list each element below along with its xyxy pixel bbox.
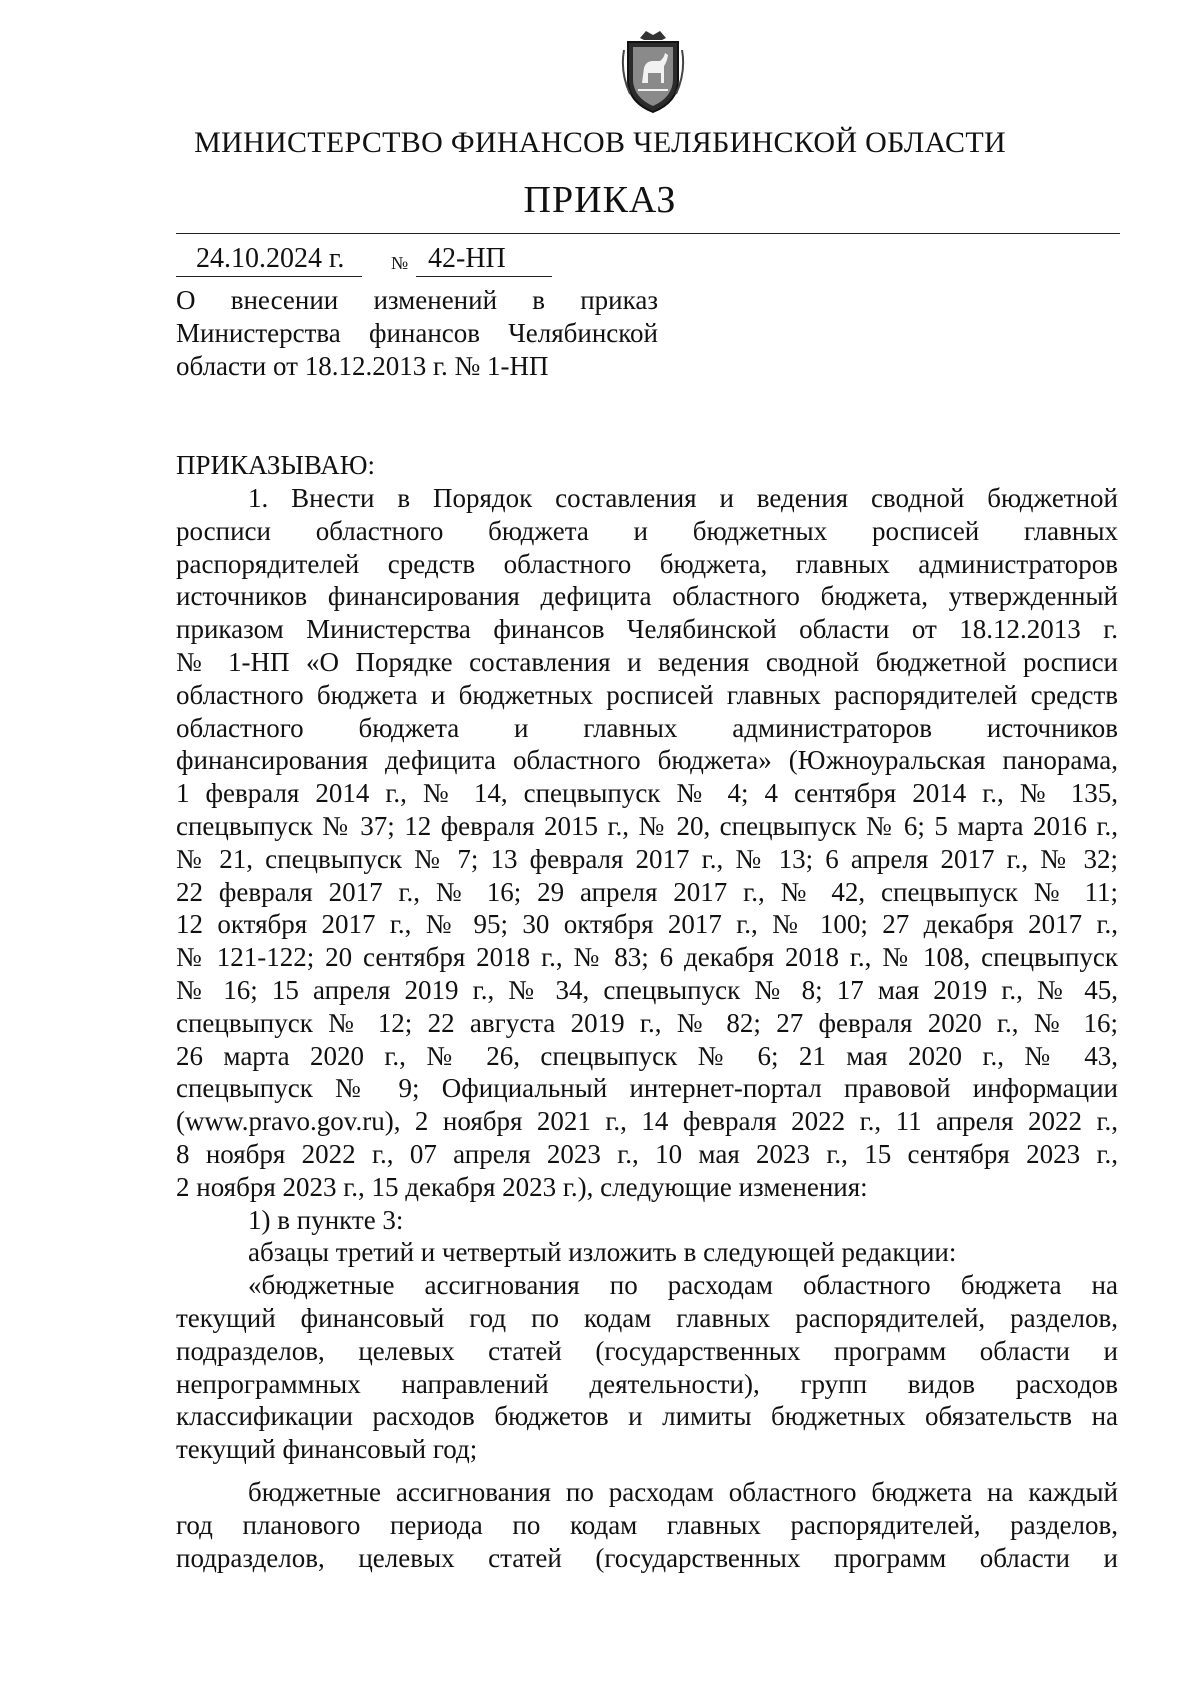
body-line: спецвыпуск № 12; 22 августа 2019 г., № 82; 27 февраля 2020 г., № 16; (176, 1007, 1118, 1038)
order-date: 24.10.2024 г. (196, 243, 345, 274)
body-line: бюджетные ассигнования по расходам областного бюджета на каждый (248, 1476, 1118, 1507)
body-line: год планового периода по кодам главных распорядителей, разделов, (176, 1509, 1118, 1540)
body-line: классификации расходов бюджетов и лимиты бюджетных обязательств на (176, 1401, 1118, 1432)
order-number: 42-НП (428, 243, 506, 274)
order-body (176, 482, 1118, 1574)
body-line: 2 ноября 2023 г., 15 декабря 2023 г.), следующие изменения: (176, 1171, 868, 1202)
document-type: ПРИКАЗ (523, 179, 677, 221)
body-line: № 121-122; 20 сентября 2018 г., № 83; 6 декабря 2018 г., № 108, спецвыпуск (176, 942, 1118, 973)
subject-line: О внесении изменений в приказ (176, 285, 658, 315)
body-line: спецвыпуск № 9; Официальный интернет-портал правовой информации (176, 1073, 1118, 1104)
body-line: росписи областного бюджета и бюджетных росписей главных (176, 515, 1118, 546)
body-line: распорядителей средств областного бюджета, главных администраторов (176, 548, 1118, 579)
paragraph-gap (176, 1466, 1118, 1476)
body-line: подразделов, целевых статей (государственных программ области и (176, 1542, 1118, 1573)
body-line: 1. Внести в Порядок составления и ведения сводной бюджетной (248, 483, 1118, 513)
body-line: 22 февраля 2017 г., № 16; 29 апреля 2017 г., № 42, спецвыпуск № 11; (176, 876, 1118, 907)
body-line: 1) в пункте 3: (248, 1204, 404, 1235)
body-line: областного бюджета и главных администраторов источников (176, 712, 1118, 743)
body-line: текущий финансовый год; (176, 1434, 478, 1465)
order-subject (176, 284, 658, 383)
subject-line: Министерства финансов Челябинской (176, 318, 658, 348)
body-line: абзацы третий и четвертый изложить в следующей редакции: (248, 1237, 957, 1268)
body-line: (www.pravo.gov.ru), 2 ноября 2021 г., 14 февраля 2022 г., 11 апреля 2022 г., (176, 1106, 1118, 1137)
body-line: «бюджетные ассигнования по расходам областного бюджета на (248, 1270, 1118, 1301)
body-line: текущий финансовый год по кодам главных распорядителей, разделов, (176, 1302, 1118, 1333)
body-line: областного бюджета и бюджетных росписей главных распорядителей средств (176, 679, 1118, 710)
header-divider (176, 233, 1120, 234)
body-line: подразделов, целевых статей (государственных программ области и (176, 1335, 1118, 1366)
body-line: 8 ноября 2022 г., 07 апреля 2023 г., 10 мая 2023 г., 15 сентября 2023 г., (176, 1138, 1118, 1169)
number-underline (416, 276, 552, 277)
body-line: приказом Министерства финансов Челябинской области от 18.12.2013 г. (176, 614, 1118, 645)
order-directive: ПРИКАЗЫВАЮ: (176, 450, 375, 480)
body-line: финансирования дефицита областного бюджета» (Южноуральская панорама, (176, 745, 1118, 776)
coat-of-arms-icon (620, 28, 686, 114)
body-line: 26 марта 2020 г., № 26, спецвыпуск № 6; 21 мая 2020 г., № 43, (176, 1040, 1118, 1071)
number-sign: № (391, 253, 409, 273)
ministry-title: МИНИСТЕРСТВО ФИНАНСОВ ЧЕЛЯБИНСКОЙ ОБЛАСТИ (194, 126, 1006, 159)
body-line: спецвыпуск № 37; 12 февраля 2015 г., № 20, спецвыпуск № 6; 5 марта 2016 г., (176, 810, 1118, 841)
body-line: 1 февраля 2014 г., № 14, спецвыпуск № 4; 4 сентября 2014 г., № 135, (176, 778, 1118, 809)
body-line: № 21, спецвыпуск № 7; 13 февраля 2017 г., № 13; 6 апреля 2017 г., № 32; (176, 843, 1118, 874)
body-line: № 16; 15 апреля 2019 г., № 34, спецвыпуск № 8; 17 мая 2019 г., № 45, (176, 974, 1118, 1005)
subject-line: области от 18.12.2013 г. № 1-НП (176, 351, 549, 381)
body-line: непрограммных направлений деятельности), групп видов расходов (176, 1368, 1118, 1399)
body-line: источников финансирования дефицита областного бюджета, утвержденный (176, 581, 1118, 612)
body-line: 12 октября 2017 г., № 95; 30 октября 2017 г., № 100; 27 декабря 2017 г., (176, 909, 1118, 940)
date-underline (176, 276, 362, 277)
body-line: № 1-НП «О Порядке составления и ведения сводной бюджетной росписи (176, 646, 1118, 677)
